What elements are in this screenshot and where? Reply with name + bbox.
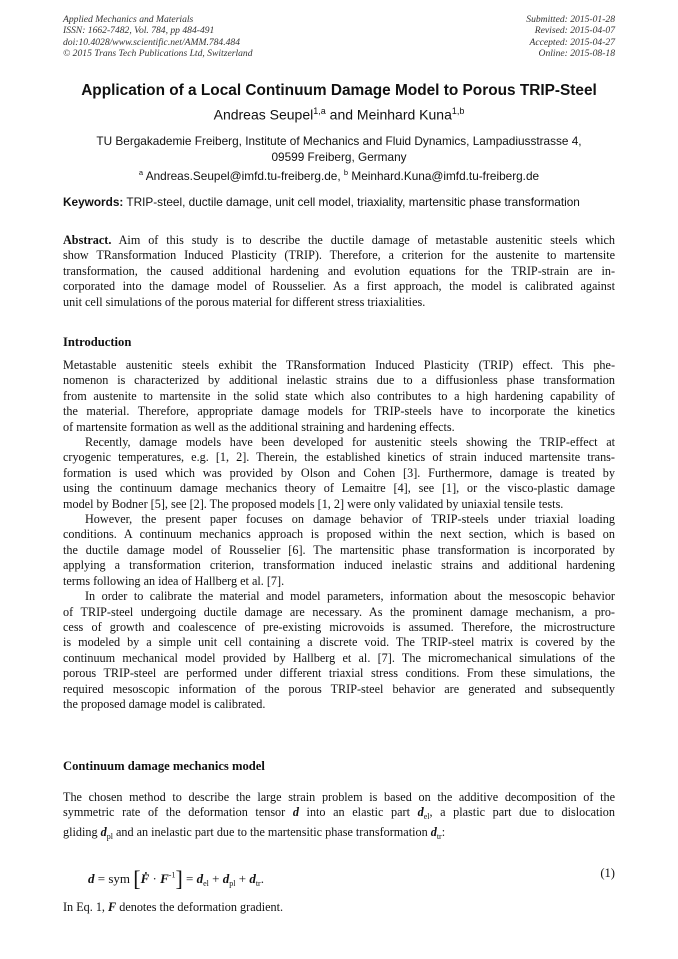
dates-info [526,14,615,60]
issn-line: ISSN: 1662-7482, Vol. 784, pp 484-491 [63,25,215,37]
keywords-text: TRIP-steel, ductile damage, unit cell model, triaxiality, martensitic phase transformation [123,195,580,209]
email-b: Meinhard.Kuna@imfd.tu-freiberg.de [348,168,540,183]
text-line: nomenon is characterized by additional inelastic strains due to a diffusionless phase transformation [63,373,615,388]
section-heading-introduction: Introduction [63,335,132,349]
text-line: However, the present paper focuses on damage behavior of TRIP-steels under triaxial loading [85,512,615,527]
text-line: of martensite formation as well as the additional straining and hardening effects. [63,419,455,434]
text-line: of TRIP-steel undergoing ductile damage are necessary. As the prominent damage mechanism, a pro- [63,604,615,619]
author-1-affil: 1,a [313,106,326,116]
text-line: Metastable austenitic steels exhibit the TRansformation Induced Plasticity (TRIP) effect. This phe- [63,358,615,372]
text-line: In order to calibrate the material and model parameters, information about the mesoscopic behavior [85,589,615,604]
affiliation [60,134,618,165]
emails [30,168,648,183]
author-1: Andreas Seupel [213,106,314,123]
text-line: the material. Therefore, appropriate damage models for TRIP-steels have to incorporate the kinetics [63,404,615,419]
equation-1: d = sym [Ḟ · $F^{-1}] = d_{el} + d_{pl} + d_{tr}$. [88,866,264,891]
text-line: symmetric rate of the deformation tensor d into an elastic part $d_{el}$, a plastic part due to dislocation [63,805,615,822]
abstract-line: show TRansformation Induced Plasticity (TRIP). Therefore, a criterion for the austenite to martensite [63,248,615,263]
author-conjunction: and [325,106,357,123]
cdm-after-equation [63,900,615,915]
text-line: is modeled by a simple unit cell containing a discrete void. The TRIP-steel matrix is covered by the [63,635,615,650]
text-line: continuum mechanical model provided by Hallberg et al. [7]. The micromechanical simulations of the [63,650,615,665]
text-line: applying a transformation criterion, transformation induced inelastic strains and additional hardening [63,558,615,573]
submitted-date: Submitted: 2015-01-28 [526,14,615,25]
text-line: model by Bodner [5], see [2]. The proposed models [1, 2] were only validated by uniaxial tensile tests. [63,496,564,511]
text-line: the ductile damage model of Rousselier [6]. The martensitic phase transformation is incorporated by [63,542,615,557]
online-date: Online: 2015-08-18 [538,48,615,60]
affiliation-line: 09599 Freiberg, Germany [271,149,407,164]
section-heading-cdm: Continuum damage mechanics model [63,759,265,773]
equation-number: (1) [600,866,615,880]
text-line: terms following an idea of Hallberg et al. [7]. [63,573,285,588]
text-line: The chosen method to describe the large strain problem is based on the additive decomposition of the [63,790,615,804]
abstract-label: Abstract. [63,233,112,247]
text-line: from austenite to martensite in the solid state which also contributes to a high hardening capability of [63,388,615,403]
revised-date: Revised: 2015-04-07 [534,25,615,37]
author-2-affil: 1,b [451,106,465,116]
journal-info [63,14,253,60]
abstract-line: Abstract. Aim of this study is to describe the ductile damage of metastable austenitic steels which [63,233,615,247]
paper-title: Application of a Local Continuum Damage Model to Porous TRIP-Steel [81,82,597,99]
copyright-line: © 2015 Trans Tech Publications Ltd, Switzerland [63,48,253,60]
cdm-body [63,790,615,844]
text-line: conditions. A continuum mechanics approach is proposed within the next section, which is based on [63,527,615,542]
keywords [63,195,615,209]
introduction-body [63,358,615,712]
affiliation-line: TU Bergakademie Freiberg, Institute of Mechanics and Fluid Dynamics, Lampadiusstrasse 4, [96,134,582,148]
abstract-line: transformation, the caused additional hardening and evolution equations for the TRIP-strain are in- [63,263,615,278]
email-b-marker: b [343,168,349,177]
author-2: Meinhard Kuna [356,106,452,123]
text-line: required mesoscopic information of the porous TRIP-steel behavior are generated and subsequently [63,681,615,696]
abstract-line: unit cell simulations of the porous material for different stress triaxialities. [63,294,426,309]
abstract-line: corporated into the damage model of Rousselier. As a first approach, the model is calibrated against [63,279,615,294]
text-line: the proposed damage model is calibrated. [63,696,266,711]
text-line: cryogenic temperatures, e.g. [1, 2]. Therein, the established kinetics of strain induced martensite trans- [63,450,615,465]
email-a: Andreas.Seupel@imfd.tu-freiberg.de, [143,168,344,183]
authors [30,106,648,123]
text-line: using the continuum damage mechanics theory of Lemaitre [4], see [1], or the visco-plastic damage [63,481,615,496]
text-line: formation is used which was provided by Olson and Cohen [3]. Furthermore, damage is treated by [63,465,615,480]
journal-name: Applied Mechanics and Materials [63,14,194,25]
doi-line: doi:10.4028/www.scientific.net/AMM.784.484 [63,36,241,48]
text-line: porous TRIP-steel are performed under different triaxial stress conditions. From these simulations, the [63,666,615,681]
text-line: cess of growth and coalescence of pre-existing microvoids is assumed. Therefore, the microstructure [63,619,615,634]
abstract [63,233,615,310]
text-line: gliding $d_{pl}$ and an inelastic part due to the martensitic phase transformation $d_{tr}$: [63,824,446,841]
email-a-marker: a [138,168,144,177]
accepted-date: Accepted: 2015-04-27 [529,36,615,48]
keywords-label: Keywords: [63,195,124,209]
text-line: Recently, damage models have been developed for austenitic steels showing the TRIP-effect at [85,435,615,450]
text-line: In Eq. 1, F denotes the deformation gradient. [63,900,284,914]
